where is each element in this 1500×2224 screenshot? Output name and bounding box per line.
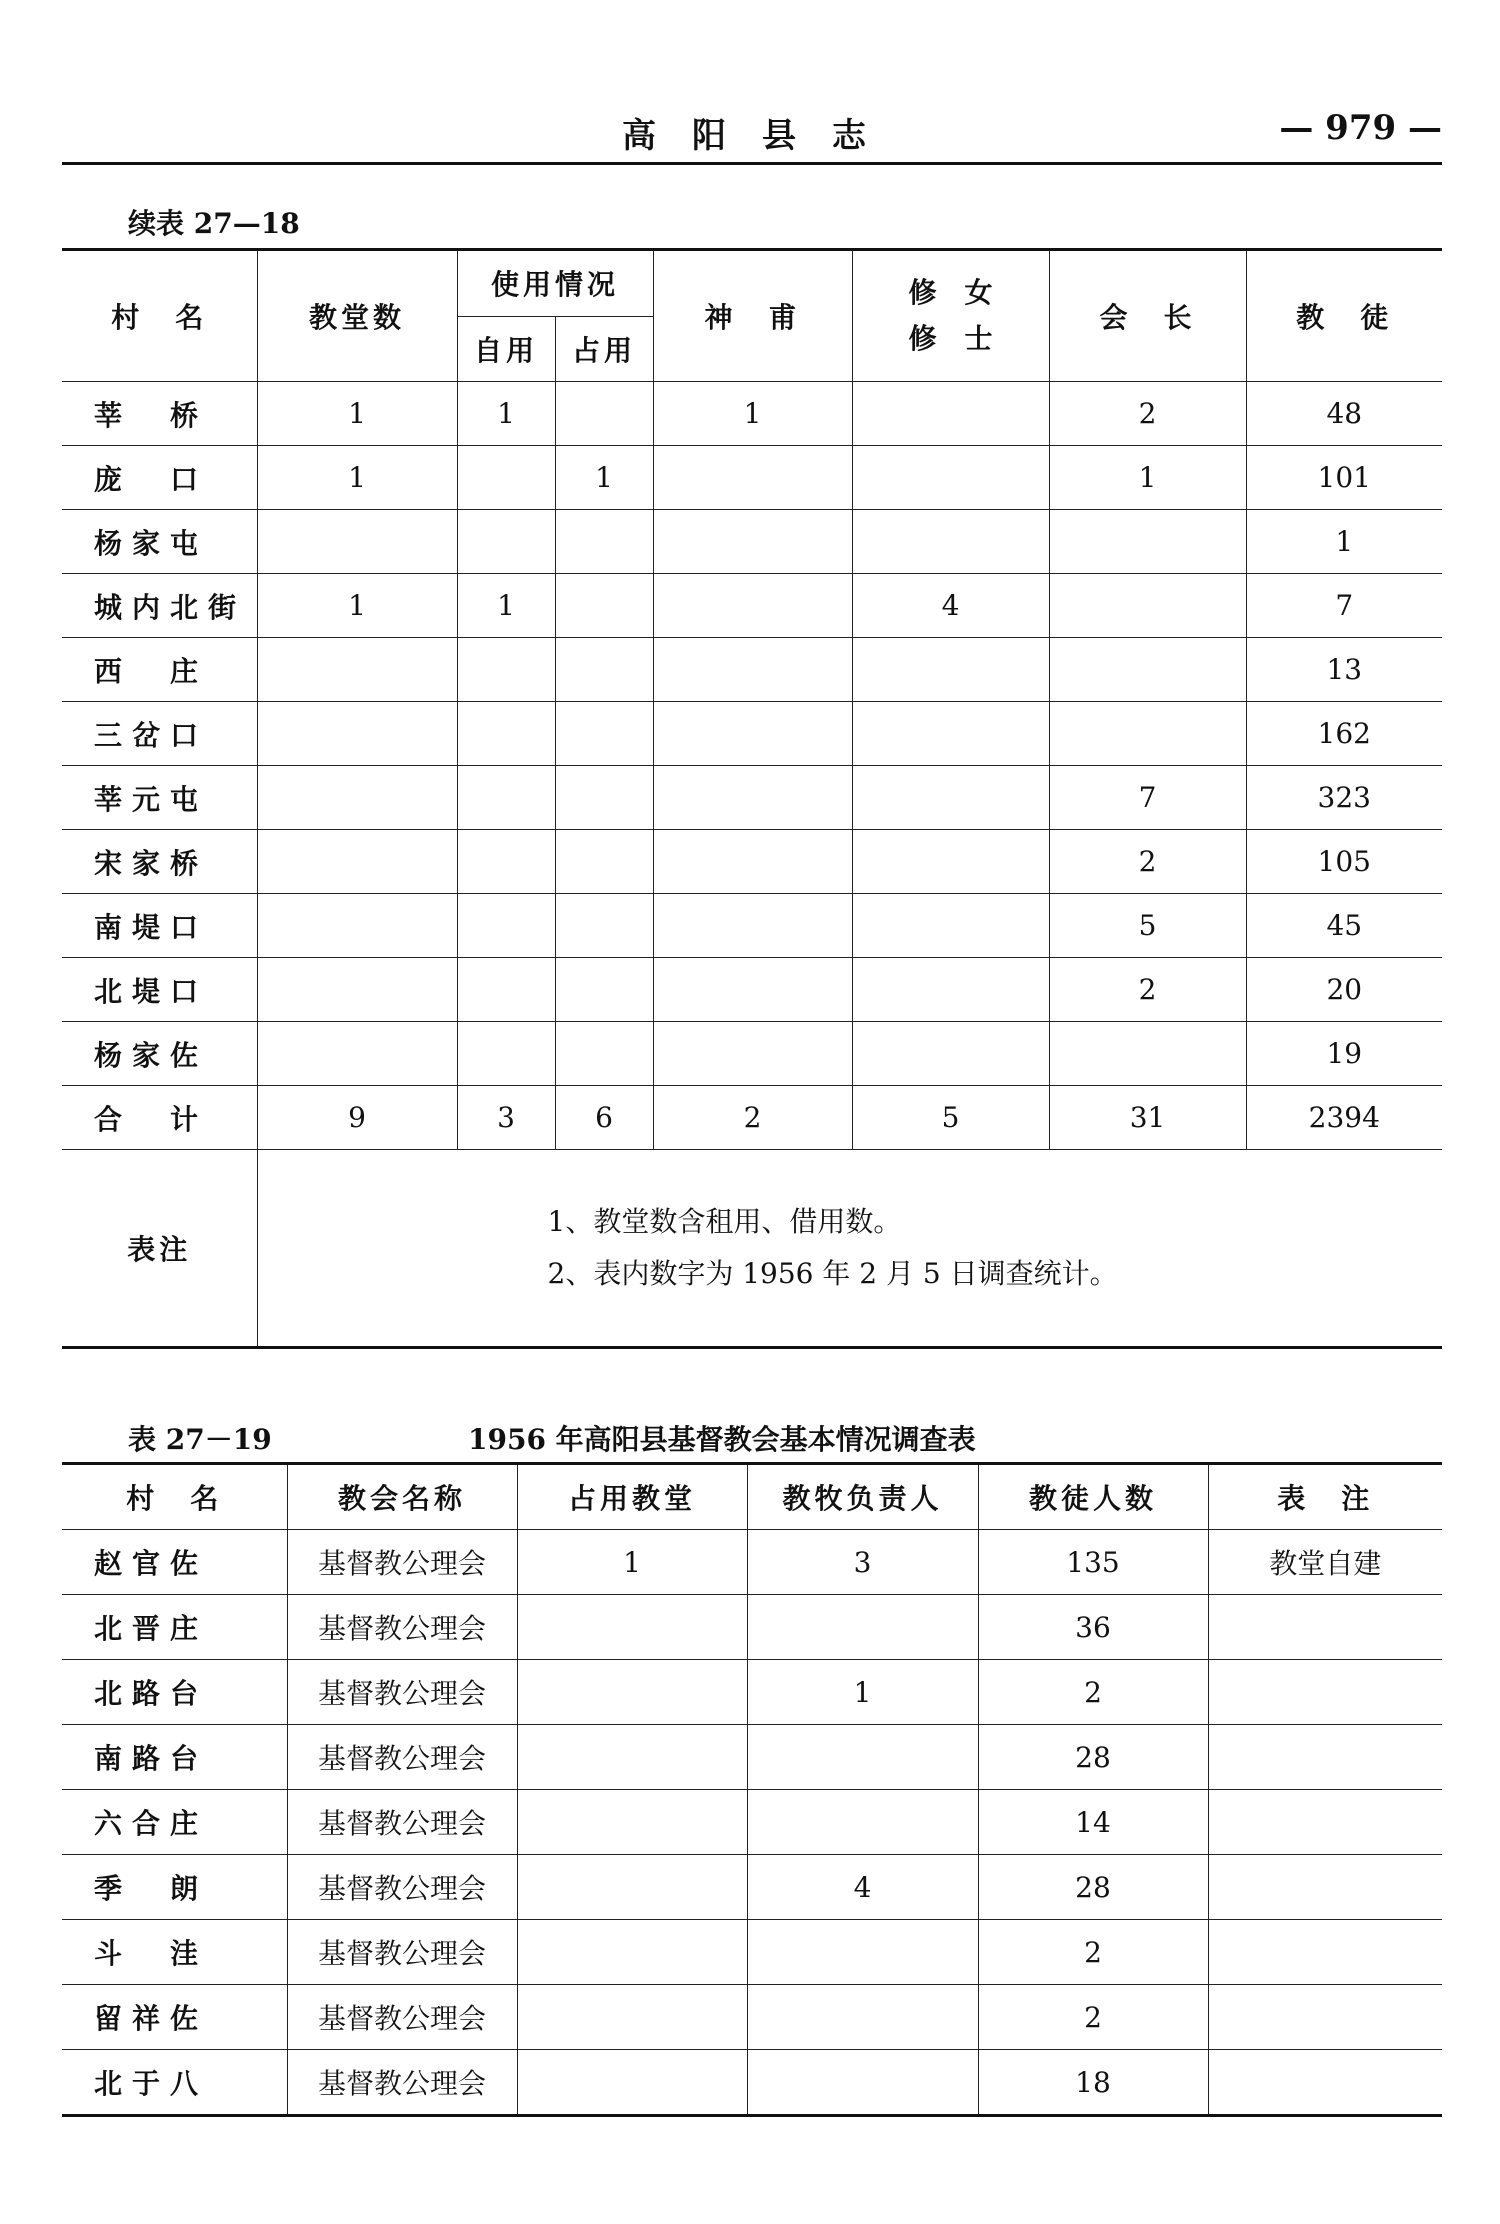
members-cell: 28 bbox=[978, 1855, 1208, 1920]
note-line: 1、教堂数含租用、借用数。 bbox=[547, 1205, 902, 1238]
priest-cell bbox=[653, 766, 852, 830]
members-cell: 36 bbox=[978, 1595, 1208, 1660]
pastor-cell bbox=[747, 1725, 978, 1790]
note-cell bbox=[1208, 1725, 1442, 1790]
village-cell: 北于八 bbox=[62, 2050, 287, 2116]
occupied-cell: 1 bbox=[517, 1530, 747, 1595]
table-row bbox=[62, 1022, 1442, 1086]
chair-cell: 1 bbox=[1049, 446, 1246, 510]
pastor-cell bbox=[747, 1595, 978, 1660]
chair-cell: 2 bbox=[1049, 958, 1246, 1022]
chair-cell bbox=[1049, 702, 1246, 766]
table-row bbox=[62, 382, 1442, 446]
table-row bbox=[62, 574, 1442, 638]
table-row bbox=[62, 1660, 1442, 1725]
note-body bbox=[257, 1150, 1442, 1348]
nun-cell bbox=[852, 510, 1049, 574]
members-cell: 2 bbox=[978, 1985, 1208, 2050]
table-row bbox=[62, 830, 1442, 894]
own-cell: 3 bbox=[457, 1086, 555, 1150]
village-cell: 莘元屯 bbox=[62, 766, 257, 830]
pastor-cell: 3 bbox=[747, 1530, 978, 1595]
members-cell: 2 bbox=[978, 1920, 1208, 1985]
chair-cell bbox=[1049, 638, 1246, 702]
members-cell: 28 bbox=[978, 1725, 1208, 1790]
table2-caption-id: 表 27－19 bbox=[128, 1423, 272, 1456]
pastor-cell bbox=[747, 2050, 978, 2116]
pastor-cell: 4 bbox=[747, 1855, 978, 1920]
chair-cell bbox=[1049, 574, 1246, 638]
own-cell bbox=[457, 446, 555, 510]
priest-cell bbox=[653, 830, 852, 894]
t2-header-village: 村 名 bbox=[62, 1464, 287, 1530]
page-number: — 979 — bbox=[1279, 108, 1442, 148]
members-cell: 45 bbox=[1246, 894, 1442, 958]
header-priest: 神 甫 bbox=[653, 250, 852, 382]
church-name-cell: 基督教公理会 bbox=[287, 1790, 517, 1855]
occupied-cell bbox=[517, 1595, 747, 1660]
occupied-cell bbox=[517, 1790, 747, 1855]
t2-header-note: 表 注 bbox=[1208, 1464, 1442, 1530]
occupied-cell: 1 bbox=[555, 446, 653, 510]
pastor-cell: 1 bbox=[747, 1660, 978, 1725]
page-header bbox=[62, 108, 1442, 164]
header-rule bbox=[62, 162, 1442, 165]
header-churches: 教堂数 bbox=[257, 250, 457, 382]
priest-cell bbox=[653, 1022, 852, 1086]
note-cell bbox=[1208, 2050, 1442, 2116]
nun-cell bbox=[852, 446, 1049, 510]
priest-cell bbox=[653, 574, 852, 638]
table-row bbox=[62, 1920, 1442, 1985]
village-cell: 六合庄 bbox=[62, 1790, 287, 1855]
chair-cell: 2 bbox=[1049, 382, 1246, 446]
table-row bbox=[62, 2050, 1442, 2116]
members-cell: 105 bbox=[1246, 830, 1442, 894]
churches-cell bbox=[257, 638, 457, 702]
churches-cell: 9 bbox=[257, 1086, 457, 1150]
header-members: 教 徒 bbox=[1246, 250, 1442, 382]
table-row bbox=[62, 1595, 1442, 1660]
note-label: 表注 bbox=[62, 1150, 257, 1348]
churches-cell bbox=[257, 510, 457, 574]
own-cell bbox=[457, 638, 555, 702]
occupied-cell: 6 bbox=[555, 1086, 653, 1150]
churches-cell bbox=[257, 766, 457, 830]
own-cell bbox=[457, 702, 555, 766]
village-cell: 南路台 bbox=[62, 1725, 287, 1790]
church-name-cell: 基督教公理会 bbox=[287, 1725, 517, 1790]
own-cell bbox=[457, 894, 555, 958]
table-row bbox=[62, 510, 1442, 574]
protestant-church-table bbox=[62, 1462, 1442, 2117]
note-cell bbox=[1208, 1595, 1442, 1660]
members-cell: 7 bbox=[1246, 574, 1442, 638]
header-chair: 会 长 bbox=[1049, 250, 1246, 382]
chair-cell: 2 bbox=[1049, 830, 1246, 894]
note-cell bbox=[1208, 1660, 1442, 1725]
header-usage-occupied: 占用 bbox=[555, 316, 653, 382]
churches-cell bbox=[257, 702, 457, 766]
note-cell bbox=[1208, 1920, 1442, 1985]
village-cell: 北堤口 bbox=[62, 958, 257, 1022]
occupied-cell bbox=[517, 1660, 747, 1725]
members-cell: 101 bbox=[1246, 446, 1442, 510]
table-row bbox=[62, 702, 1442, 766]
church-name-cell: 基督教公理会 bbox=[287, 1855, 517, 1920]
priest-cell bbox=[653, 958, 852, 1022]
nun-cell bbox=[852, 382, 1049, 446]
occupied-cell bbox=[517, 1855, 747, 1920]
book-title: 高阳县志 bbox=[622, 116, 902, 156]
priest-cell bbox=[653, 446, 852, 510]
church-name-cell: 基督教公理会 bbox=[287, 1595, 517, 1660]
village-cell: 城内北街 bbox=[62, 574, 257, 638]
chair-cell: 5 bbox=[1049, 894, 1246, 958]
churches-cell: 1 bbox=[257, 446, 457, 510]
nun-cell bbox=[852, 830, 1049, 894]
priest-cell: 2 bbox=[653, 1086, 852, 1150]
own-cell bbox=[457, 766, 555, 830]
own-cell bbox=[457, 510, 555, 574]
churches-cell: 1 bbox=[257, 574, 457, 638]
header-village: 村 名 bbox=[62, 250, 257, 382]
occupied-cell bbox=[555, 574, 653, 638]
members-cell: 1 bbox=[1246, 510, 1442, 574]
nun-cell bbox=[852, 702, 1049, 766]
village-cell: 季 朗 bbox=[62, 1855, 287, 1920]
churches-cell bbox=[257, 894, 457, 958]
header-usage-own: 自用 bbox=[457, 316, 555, 382]
members-cell: 135 bbox=[978, 1530, 1208, 1595]
note-cell: 教堂自建 bbox=[1208, 1530, 1442, 1595]
occupied-cell bbox=[517, 1920, 747, 1985]
t2-header-members: 教徒人数 bbox=[978, 1464, 1208, 1530]
occupied-cell bbox=[517, 2050, 747, 2116]
occupied-cell bbox=[555, 830, 653, 894]
occupied-cell bbox=[517, 1985, 747, 2050]
churches-cell bbox=[257, 958, 457, 1022]
t2-header-church-name: 教会名称 bbox=[287, 1464, 517, 1530]
members-cell: 14 bbox=[978, 1790, 1208, 1855]
church-name-cell: 基督教公理会 bbox=[287, 1985, 517, 2050]
table-row bbox=[62, 1530, 1442, 1595]
members-cell: 19 bbox=[1246, 1022, 1442, 1086]
village-cell: 赵官佐 bbox=[62, 1530, 287, 1595]
members-cell: 162 bbox=[1246, 702, 1442, 766]
village-cell: 南堤口 bbox=[62, 894, 257, 958]
chair-cell bbox=[1049, 510, 1246, 574]
note-cell bbox=[1208, 1855, 1442, 1920]
village-cell: 斗 洼 bbox=[62, 1920, 287, 1985]
table-row bbox=[62, 638, 1442, 702]
occupied-cell bbox=[555, 382, 653, 446]
churches-cell bbox=[257, 1022, 457, 1086]
nun-cell bbox=[852, 958, 1049, 1022]
members-cell: 2394 bbox=[1246, 1086, 1442, 1150]
occupied-cell bbox=[555, 958, 653, 1022]
church-name-cell: 基督教公理会 bbox=[287, 1530, 517, 1595]
table-row bbox=[62, 446, 1442, 510]
churches-cell: 1 bbox=[257, 382, 457, 446]
note-line: 2、表内数字为 1956 年 2 月 5 日调查统计。 bbox=[547, 1257, 1118, 1290]
village-cell: 合 计 bbox=[62, 1086, 257, 1150]
priest-cell bbox=[653, 638, 852, 702]
own-cell bbox=[457, 958, 555, 1022]
nun-cell: 5 bbox=[852, 1086, 1049, 1150]
header-nun bbox=[852, 250, 1049, 382]
village-cell: 莘 桥 bbox=[62, 382, 257, 446]
members-cell: 2 bbox=[978, 1660, 1208, 1725]
churches-cell bbox=[257, 830, 457, 894]
nun-cell: 4 bbox=[852, 574, 1049, 638]
note-cell bbox=[1208, 1985, 1442, 2050]
village-cell: 西 庄 bbox=[62, 638, 257, 702]
table-row bbox=[62, 1790, 1442, 1855]
priest-cell bbox=[653, 510, 852, 574]
church-name-cell: 基督教公理会 bbox=[287, 1920, 517, 1985]
note-cell bbox=[1208, 1790, 1442, 1855]
village-cell: 三岔口 bbox=[62, 702, 257, 766]
chair-cell: 7 bbox=[1049, 766, 1246, 830]
table-row bbox=[62, 1985, 1442, 2050]
occupied-cell bbox=[555, 638, 653, 702]
priest-cell bbox=[653, 894, 852, 958]
village-cell: 杨家佐 bbox=[62, 1022, 257, 1086]
members-cell: 13 bbox=[1246, 638, 1442, 702]
own-cell bbox=[457, 830, 555, 894]
table1-caption: 续表 27—18 bbox=[128, 207, 300, 240]
members-cell: 20 bbox=[1246, 958, 1442, 1022]
village-cell: 北路台 bbox=[62, 1660, 287, 1725]
own-cell: 1 bbox=[457, 574, 555, 638]
table-row bbox=[62, 1855, 1442, 1920]
members-cell: 323 bbox=[1246, 766, 1442, 830]
priest-cell: 1 bbox=[653, 382, 852, 446]
table-row bbox=[62, 1086, 1442, 1150]
table-row bbox=[62, 894, 1442, 958]
pastor-cell bbox=[747, 1985, 978, 2050]
header-usage: 使用情况 bbox=[457, 250, 653, 317]
church-name-cell: 基督教公理会 bbox=[287, 1660, 517, 1725]
chair-cell bbox=[1049, 1022, 1246, 1086]
table-row bbox=[62, 766, 1442, 830]
catholic-church-table bbox=[62, 248, 1442, 1349]
t2-header-occupied: 占用教堂 bbox=[517, 1464, 747, 1530]
village-cell: 北晋庄 bbox=[62, 1595, 287, 1660]
own-cell: 1 bbox=[457, 382, 555, 446]
own-cell bbox=[457, 1022, 555, 1086]
priest-cell bbox=[653, 702, 852, 766]
nun-cell bbox=[852, 1022, 1049, 1086]
pastor-cell bbox=[747, 1790, 978, 1855]
occupied-cell bbox=[555, 766, 653, 830]
table-row bbox=[62, 958, 1442, 1022]
table2-caption-title: 1956 年高阳县基督教会基本情况调查表 bbox=[468, 1423, 976, 1456]
village-cell: 庞 口 bbox=[62, 446, 257, 510]
occupied-cell bbox=[555, 702, 653, 766]
occupied-cell bbox=[555, 894, 653, 958]
church-name-cell: 基督教公理会 bbox=[287, 2050, 517, 2116]
nun-cell bbox=[852, 894, 1049, 958]
occupied-cell bbox=[555, 1022, 653, 1086]
header-nun-line2: 修 士 bbox=[908, 322, 993, 355]
village-cell: 宋家桥 bbox=[62, 830, 257, 894]
village-cell: 留祥佐 bbox=[62, 1985, 287, 2050]
occupied-cell bbox=[517, 1725, 747, 1790]
members-cell: 48 bbox=[1246, 382, 1442, 446]
pastor-cell bbox=[747, 1920, 978, 1985]
note-row bbox=[62, 1150, 1442, 1348]
header-nun-line1: 修 女 bbox=[908, 276, 993, 309]
table-row bbox=[62, 1725, 1442, 1790]
village-cell: 杨家屯 bbox=[62, 510, 257, 574]
t2-header-pastor: 教牧负责人 bbox=[747, 1464, 978, 1530]
occupied-cell bbox=[555, 510, 653, 574]
nun-cell bbox=[852, 638, 1049, 702]
members-cell: 18 bbox=[978, 2050, 1208, 2116]
nun-cell bbox=[852, 766, 1049, 830]
chair-cell: 31 bbox=[1049, 1086, 1246, 1150]
